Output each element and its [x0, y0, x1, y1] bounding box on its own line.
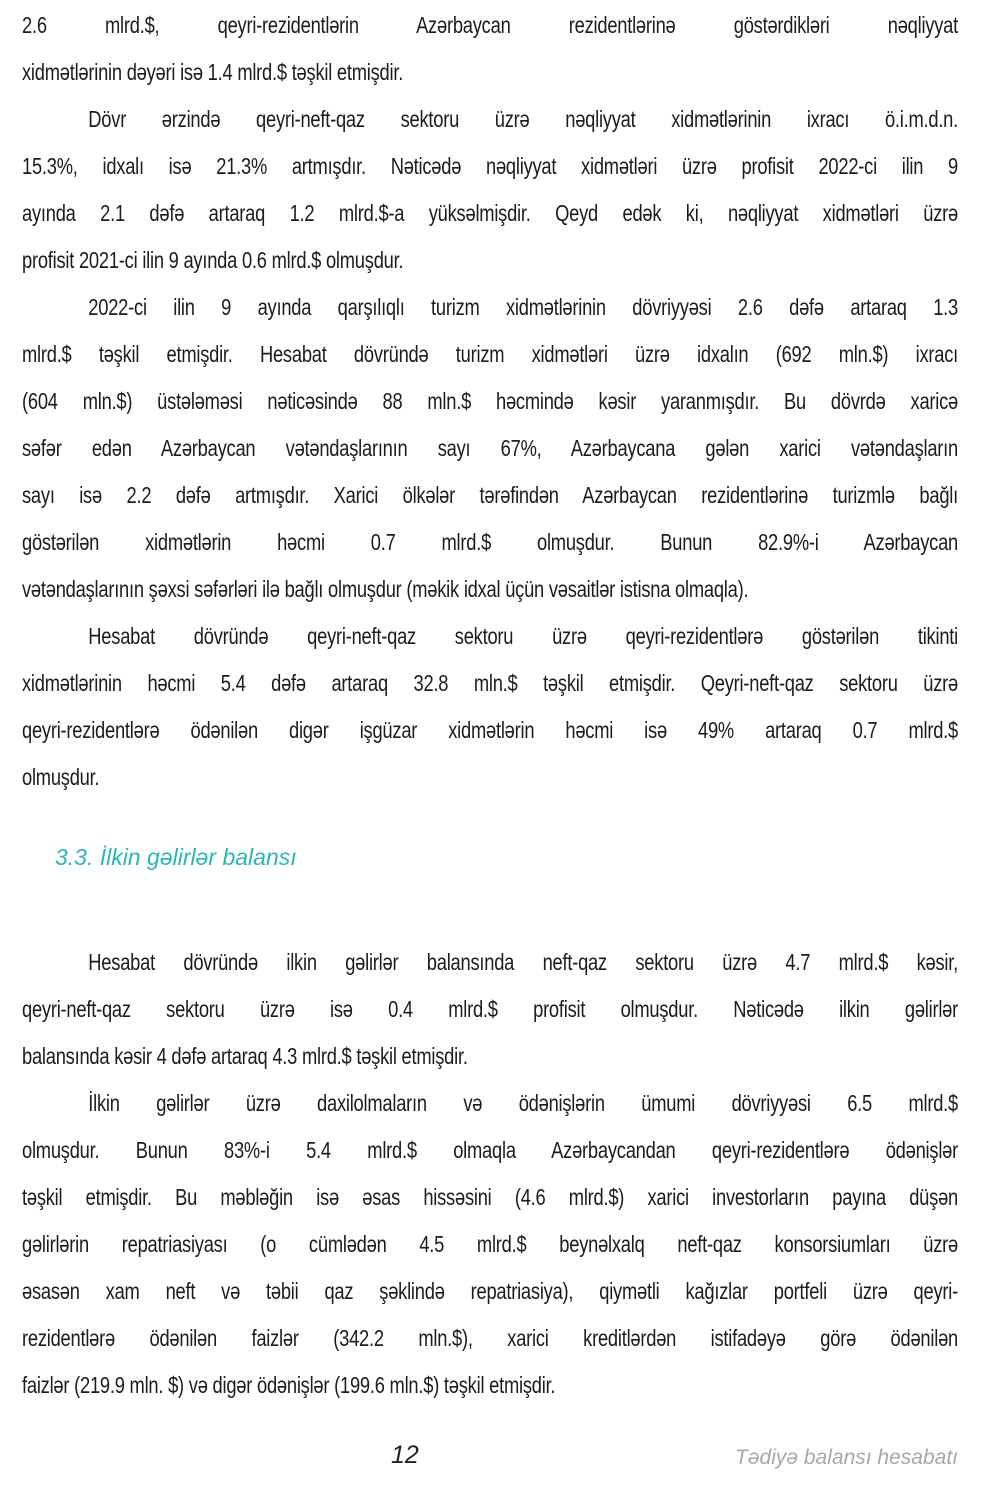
text-line: sayı isə 2.2 dəfə artmışdır. Xarici ölkələr tərəfindən Azərbaycan rezidentlərinə turizmlə bağlı — [22, 482, 958, 508]
text-line: qeyri-rezidentlərə ödənilən digər işgüzar xidmətlərin həcmi isə 49% artaraq 0.7 mlrd.$ — [22, 717, 958, 743]
paragraph-text — [22, 2, 958, 96]
paragraph-construction-services — [22, 613, 958, 801]
paragraph-tourism-services — [22, 284, 958, 613]
text-line: Hesabat dövründə qeyri-neft-qaz sektoru üzrə qeyri-rezidentlərə göstərilən tikinti — [88, 623, 958, 649]
text-line: təşkil etmişdir. Bu məbləğin isə əsas hissəsini (4.6 mlrd.$) xarici investorların payına düşən — [22, 1184, 958, 1210]
paragraph-text — [22, 613, 958, 801]
text-line: mlrd.$ təşkil etmişdir. Hesabat dövründə turizm xidmətləri üzrə idxalın (692 mln.$) ixracı — [22, 341, 958, 367]
running-title: Tədiyə balansı hesabatı — [735, 1446, 958, 1469]
text-line: göstərilən xidmətlərin həcmi 0.7 mlrd.$ olmuşdur. Bunun 82.9%-i Azərbaycan — [22, 529, 958, 555]
text-line: faizlər (219.9 mln. $) və digər ödənişlər (199.6 mln.$) təşkil etmişdir. — [22, 1372, 556, 1398]
text-line: Dövr ərzində qeyri-neft-qaz sektoru üzrə nəqliyyat xidmətlərinin ixracı ö.i.m.d.n. — [88, 106, 958, 132]
text-line: xidmətlərinin həcmi 5.4 dəfə artaraq 32.8 mln.$ təşkil etmişdir. Qeyri-neft-qaz sektoru üzrə — [22, 670, 958, 696]
paragraph-text — [22, 284, 958, 613]
text-line: olmuşdur. Bunun 83%-i 5.4 mlrd.$ olmaqla Azərbaycandan qeyri-rezidentlərə ödənişlər — [22, 1137, 958, 1163]
text-line: qeyri-neft-qaz sektoru üzrə isə 0.4 mlrd.$ profisit olmuşdur. Nəticədə ilkin gəlirlər — [22, 996, 958, 1022]
text-line: balansında kəsir 4 dəfə artaraq 4.3 mlrd.$ təşkil etmişdir. — [22, 1043, 468, 1069]
text-line: 15.3%, idxalı isə 21.3% artmışdır. Nəticədə nəqliyyat xidmətləri üzrə profisit 2022-ci ilin 9 — [22, 153, 958, 179]
text-line: vətəndaşlarının şəxsi səfərləri ilə bağlı olmuşdur (məkik idxal üçün vəsaitlər istisna olmaqla). — [22, 576, 749, 602]
text-line: 2022-ci ilin 9 ayında qarşılıqlı turizm xidmətlərinin dövriyyəsi 2.6 dəfə artaraq 1.3 — [88, 294, 958, 320]
paragraph-primary-income-balance — [22, 939, 958, 1080]
paragraph-text — [22, 1080, 958, 1409]
section-heading: 3.3. İlkin gəlirlər balansı — [55, 844, 297, 870]
paragraph-transport-services — [22, 96, 958, 284]
paragraph-text — [22, 96, 958, 284]
text-line: gəlirlərin repatriasiyası (o cümlədən 4.5 mlrd.$ beynəlxalq neft-qaz konsorsiumları üzrə — [22, 1231, 958, 1257]
text-line: rezidentlərə ödənilən faizlər (342.2 mln.$), xarici kreditlərdən istifadəyə görə ödənilən — [22, 1325, 958, 1351]
text-line: profisit 2021-ci ilin 9 ayında 0.6 mlrd.$ olmuşdur. — [22, 247, 404, 273]
text-line: 2.6 mlrd.$, qeyri-rezidentlərin Azərbaycan rezidentlərinə göstərdikləri nəqliyyat — [22, 12, 958, 38]
text-line: Hesabat dövründə ilkin gəlirlər balansında neft-qaz sektoru üzrə 4.7 mlrd.$ kəsir, — [88, 949, 958, 975]
text-line: səfər edən Azərbaycan vətəndaşlarının sayı 67%, Azərbaycana gələn xarici vətəndaşların — [22, 435, 958, 461]
text-line: ayında 2.1 dəfə artaraq 1.2 mlrd.$-a yüksəlmişdir. Qeyd edək ki, nəqliyyat xidmətləri üzrə — [22, 200, 958, 226]
paragraph-primary-income-flows — [22, 1080, 958, 1409]
text-line: İlkin gəlirlər üzrə daxilolmaların və ödənişlərin ümumi dövriyyəsi 6.5 mlrd.$ — [88, 1090, 958, 1116]
paragraph-transport-continuation — [22, 2, 958, 96]
text-line: olmuşdur. — [22, 764, 100, 790]
text-line: əsasən xam neft və təbii qaz şəklində repatriasiya), qiymətli kağızlar portfeli üzrə qeyri- — [22, 1278, 958, 1304]
text-line: (604 mln.$) üstələməsi nəticəsində 88 mln.$ həcmində kəsir yaranmışdır. Bu dövrdə xaricə — [22, 388, 958, 414]
paragraph-text — [22, 939, 958, 1080]
text-line: xidmətlərinin dəyəri isə 1.4 mlrd.$ təşkil etmişdir. — [22, 59, 404, 85]
page-number: 12 — [391, 1441, 419, 1469]
